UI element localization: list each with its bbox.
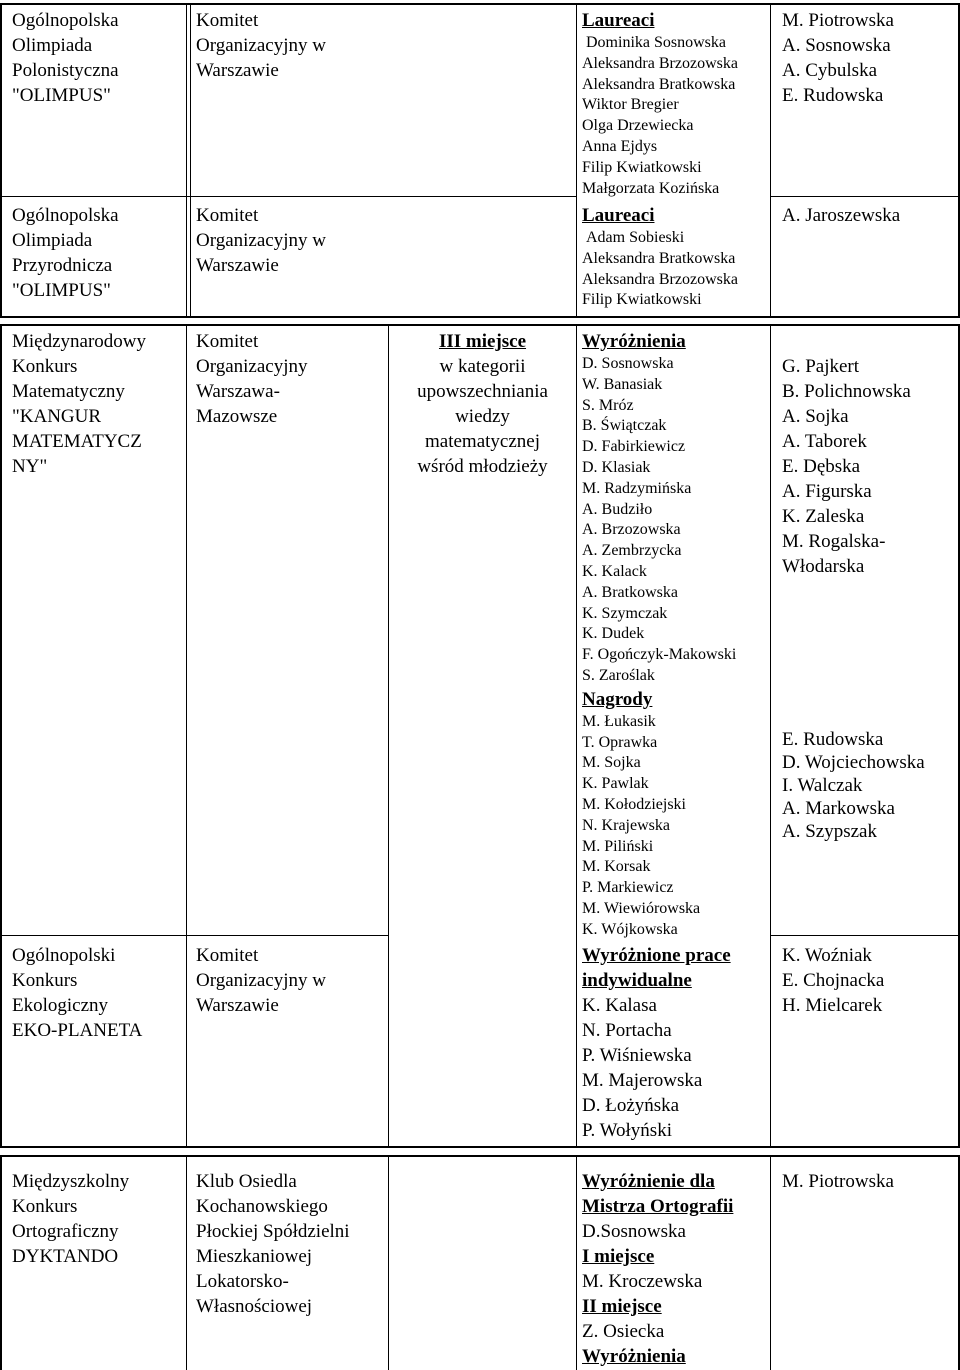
row-divider (770, 196, 960, 197)
teachers: K. Woźniak E. Chojnacka H. Mielcarek (782, 945, 885, 1016)
results-heading: Wyróżnienie dla (582, 1171, 715, 1192)
results-heading: Wyróżnienia (582, 1346, 686, 1367)
row-divider (770, 935, 960, 936)
results-heading: Laureaci (582, 10, 655, 31)
competition-name: Międzyszkolny Konkurs Ortograficzny DYKTANDO (12, 1171, 130, 1267)
col-divider (576, 324, 577, 1148)
col-divider (770, 324, 771, 1148)
teachers: E. Rudowska D. Wojciechowska I. Walczak A. Markowska A. Szypszak (782, 729, 925, 842)
col-divider (0, 324, 2, 1148)
results-heading: Nagrody (582, 688, 653, 710)
award: III miejsce w kategorii upowszechniania wiedzy matematycznej wśród młodzieży (389, 329, 576, 479)
col-divider (186, 324, 187, 1148)
col-divider (190, 3, 191, 318)
award-heading: III miejsce (438, 331, 527, 352)
results-heading: I miejsce (582, 1246, 655, 1267)
table-border-top-1 (0, 3, 960, 5)
teachers: M. Piotrowska A. Sosnowska A. Cybulska E. Rudowska (782, 10, 894, 106)
table-border-top-2 (0, 324, 960, 326)
table-border-bottom-1 (0, 316, 960, 318)
col-divider (576, 1155, 577, 1370)
table-border-top-3 (0, 1155, 960, 1157)
organizer: Klub Osiedla Kochanowskiego Płockiej Spółdzielni Mieszkaniowej Lokatorsko- Własnościowej (196, 1171, 350, 1317)
row-divider (0, 196, 576, 197)
competition-name: Ogólnopolska Olimpiada Przyrodnicza "OLIMPUS" (12, 205, 119, 301)
results: Laureaci Dominika Sosnowska Aleksandra Brzozowska Aleksandra Bratkowska Wiktor Bregier Olga Drzewiecka Anna Ejdys Filip Kwiatkowski Małgorzata Kozińska (582, 10, 738, 197)
results-heading: II miejsce (582, 1296, 662, 1317)
teachers: M. Piotrowska (782, 1171, 894, 1192)
competition-name: Międzynarodowy Konkurs Matematyczny "KANGUR MATEMATYCZ NY" (12, 331, 147, 477)
results: Laureaci Adam Sobieski Aleksandra Bratkowska Aleksandra Brzozowska Filip Kwiatkowski (582, 205, 738, 309)
organizer: Komitet Organizacyjny Warszawa- Mazowsze (196, 331, 308, 427)
results: Wyróżnienia D. Sosnowska W. Banasiak S. Mróz B. Świątczak D. Fabirkiewicz D. Klasiak M. Radzymińska A. Budziło A. Brzozowska A. Zembrzycka K. Kalack A. Bratkowska K. Szymczak K. Dudek F. Ogończyk-Makowski S. Zaroślak Nagrody M. Łukasik T. Oprawka M. Sojka K. Pawlak M. Kołodziejski N. Krajewska M. Piliński M. Korsak P. Markiewicz M. Wiewiórowska K. Wójkowska (582, 331, 737, 938)
results-heading: Laureaci (582, 205, 655, 226)
col-divider (0, 3, 2, 318)
teachers: A. Jaroszewska (782, 205, 901, 226)
col-divider (186, 1155, 187, 1370)
table-border-bottom-2 (0, 1146, 960, 1148)
organizer: Komitet Organizacyjny w Warszawie (196, 945, 326, 1016)
col-divider (186, 3, 187, 318)
results-heading: Wyróżnione prace (582, 945, 731, 966)
competition-name: Ogólnopolska Olimpiada Polonistyczna "OLIMPUS" (12, 10, 119, 106)
col-divider (770, 1155, 771, 1370)
row-divider (0, 935, 388, 936)
organizer: Komitet Organizacyjny w Warszawie (196, 205, 326, 276)
results: Wyróżnione prace indywidualne K. Kalasa N. Portacha P. Wiśniewska M. Majerowska D. Łożyńska P. Wołyński (582, 945, 731, 1141)
results-heading: Wyróżnienia (582, 331, 686, 352)
organizer: Komitet Organizacyjny w Warszawie (196, 10, 326, 81)
teachers: G. Pajkert B. Polichnowska A. Sojka A. Taborek E. Dębska A. Figurska K. Zaleska M. Rogalska- Włodarska (782, 356, 911, 577)
col-divider (576, 3, 577, 318)
col-divider (770, 3, 771, 318)
col-divider (388, 1155, 389, 1370)
competition-name: Ogólnopolski Konkurs Ekologiczny EKO-PLANETA (12, 945, 143, 1041)
col-divider (0, 1155, 2, 1370)
results: Wyróżnienie dla Mistrza Ortografii D.Sosnowska I miejsce M. Kroczewska II miejsce Z. Osiecka Wyróżnienia (582, 1171, 734, 1367)
